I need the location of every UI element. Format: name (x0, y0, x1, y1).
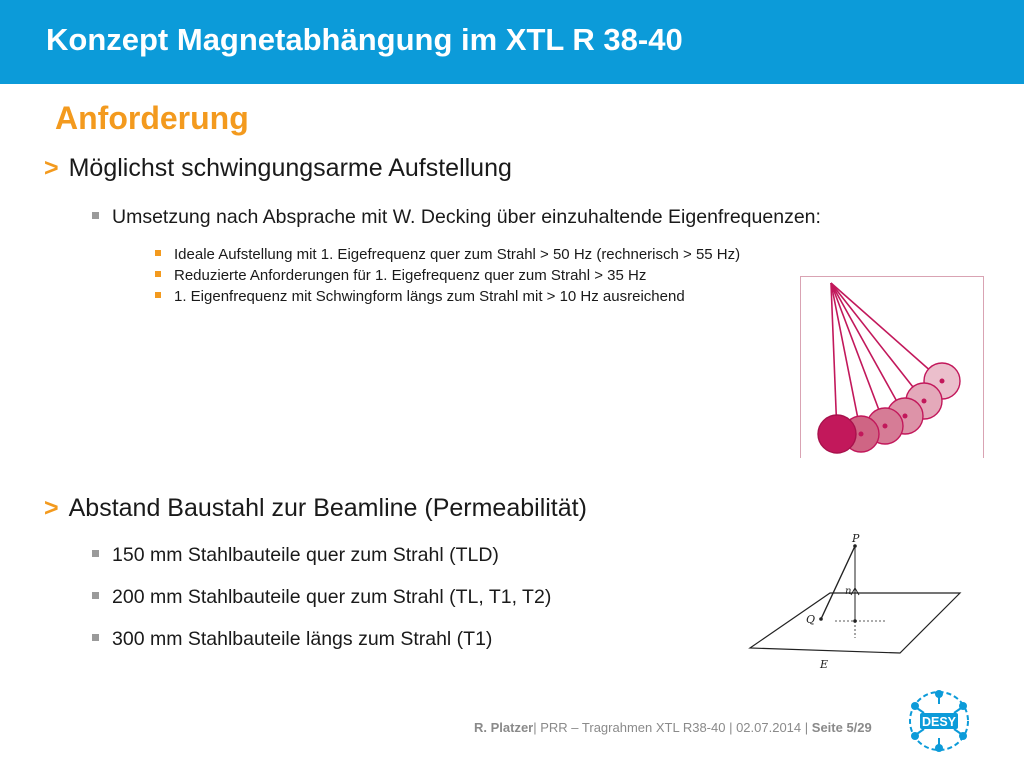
slide-title: Konzept Magnetabhängung im XTL R 38-40 (46, 22, 683, 57)
bullet-level3-item (155, 246, 740, 263)
footer-project: PRR – Tragrahmen XTL R38-40 (536, 720, 730, 735)
footer-separator: | (729, 720, 733, 735)
bullet-level3-item (155, 288, 685, 305)
bullet-level2-item (92, 544, 499, 567)
bullet-level2-item (92, 586, 551, 609)
bullet-square (92, 212, 99, 219)
bullet-text: 300 mm Stahlbauteile längs zum Strahl (T1) (112, 628, 493, 650)
bullet-level2-item (92, 628, 492, 651)
section-title: Anforderung (55, 100, 249, 136)
footer-author: R. Platzer (474, 720, 534, 735)
footer-page: Seite 5/29 (808, 720, 872, 735)
footer-separator: | (804, 720, 809, 735)
bullet-text: 1. Eigenfrequenz mit Schwingform längs zum Strahl mit > 10 Hz ausreichend (174, 288, 685, 305)
bullet-text: 150 mm Stahlbauteile quer zum Strahl (TLD) (112, 544, 499, 566)
desy-logo (904, 686, 974, 756)
bullet-square (92, 634, 99, 641)
plane-projection-diagram (745, 528, 965, 678)
label-q: Q (806, 613, 816, 626)
header-bar (0, 0, 1024, 84)
pendulum-svg (801, 277, 985, 459)
bullet-text: Ideale Aufstellung mit 1. Eigefrequenz quer zum Strahl > 50 Hz (rechnerisch > 55 Hz) (174, 246, 741, 263)
bullet-arrow: > (44, 154, 59, 182)
bullet-level2-agreement (92, 206, 821, 229)
footer-date: 02.07.2014 (732, 720, 805, 735)
bullet-text: 200 mm Stahlbauteile quer zum Strahl (TL, T1, T2) (112, 586, 552, 608)
plane-projection-svg (745, 528, 965, 678)
bullet-square-orange (155, 250, 161, 256)
footer-separator: | (533, 720, 537, 735)
label-e: E (820, 658, 829, 671)
bullet-text: Möglichst schwingungsarme Aufstellung (68, 154, 512, 182)
bullet-text: Umsetzung nach Absprache mit W. Decking über einzuhaltende Eigenfrequenzen: (112, 206, 821, 228)
bullet-square-orange (155, 292, 161, 298)
segment-pq (821, 546, 855, 619)
desy-logo-icon (904, 686, 974, 756)
bullet-level1-vibration (44, 154, 512, 183)
bullet-level1-permeability (44, 494, 587, 523)
bullet-text: Reduzierte Anforderungen für 1. Eigefrequenz quer zum Strahl > 35 Hz (174, 267, 647, 284)
pendulum-illustration (800, 276, 984, 458)
bullet-text: Abstand Baustahl zur Beamline (Permeabilität) (68, 494, 587, 522)
bullet-arrow: > (44, 494, 59, 522)
bullet-level3-item (155, 267, 646, 284)
label-p: P (852, 532, 860, 545)
pendulum-bobs (818, 363, 960, 453)
slide-footer (474, 720, 872, 735)
label-n: n (845, 586, 852, 597)
bullet-square (92, 550, 99, 557)
logo-text: DESY (921, 715, 957, 729)
bullet-square-orange (155, 271, 161, 277)
bullet-square (92, 592, 99, 599)
